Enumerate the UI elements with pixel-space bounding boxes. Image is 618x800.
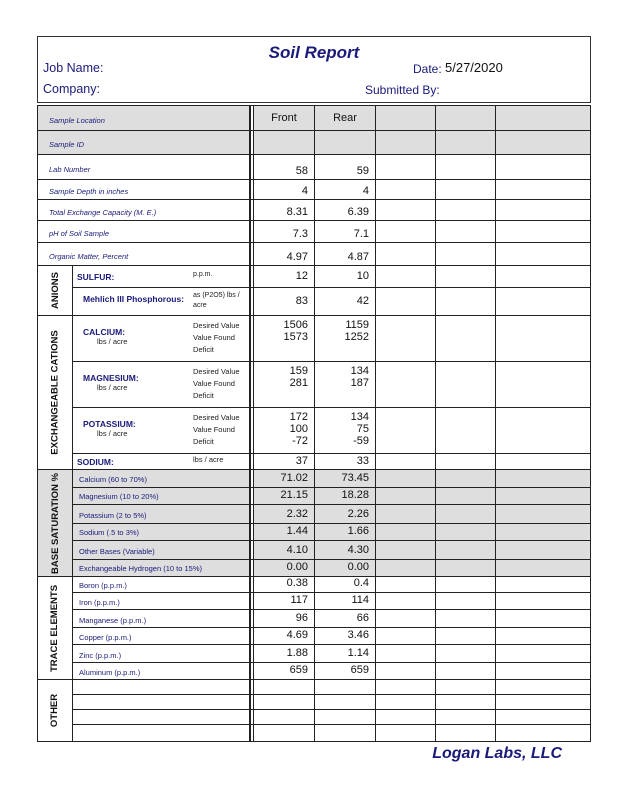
other-row-front-cell: [254, 725, 315, 742]
sodium-units: lbs / acre: [193, 455, 224, 464]
trace-element-row-rear-cell: [315, 645, 376, 663]
sodium-row-sample-3-cell: [376, 454, 436, 470]
cation-row-sample-3-cell: [376, 362, 436, 408]
trace-element-row-sample-3-cell: [376, 610, 436, 628]
other-row-sample-4-cell: [436, 725, 496, 742]
trace-element-row-sample-5-cell: [496, 628, 591, 645]
other-row-rear-cell: [315, 725, 376, 742]
other-row-front-cell: [254, 710, 315, 725]
section-label-text: BASE SATURATION %: [49, 472, 61, 574]
other-row-front-cell: [254, 695, 315, 710]
row-label: Calcium (60 to 70%): [79, 475, 147, 484]
trace-element-row-front-cell: [254, 628, 315, 645]
front-value: 100: [289, 423, 308, 435]
other-row-rear-cell: [315, 710, 376, 725]
cation-measure-label: Value Found: [193, 333, 235, 342]
rear-value: 75: [356, 423, 369, 435]
trace-element-row-sample-3-cell: [376, 593, 436, 610]
front-value: 4.69: [286, 629, 308, 641]
general-row-sample-5-cell: [496, 180, 591, 200]
report-header: [37, 36, 591, 103]
general-row-rear-cell: [315, 106, 376, 131]
general-row-label-cell: [37, 180, 250, 200]
row-label: Other Bases (Variable): [79, 547, 155, 556]
base-saturation-row-rear-cell: [315, 541, 376, 560]
cation-row-sample-3-cell: [376, 408, 436, 454]
general-row-sample-3-cell: [376, 221, 436, 243]
rear-value: 114: [351, 594, 369, 606]
other-row-sample-3-cell: [376, 695, 436, 710]
report-title: Soil Report: [268, 43, 360, 62]
cation-measure-label: Desired Value: [193, 321, 240, 330]
row-label: Potassium (2 to 5%): [79, 511, 147, 520]
section-label-anions: [37, 266, 73, 316]
rear-value: 0.4: [353, 577, 369, 589]
rear-value: -59: [353, 435, 369, 447]
other-row-sample-4-cell: [436, 710, 496, 725]
base-saturation-row-sample-5-cell: [496, 488, 591, 505]
other-row-sample-4-cell: [436, 680, 496, 695]
anion-name: Mehlich III Phosphorous:: [83, 294, 185, 304]
base-saturation-row-front-cell: [254, 488, 315, 505]
rear-value: 1159: [345, 319, 369, 331]
anion-row-front-cell: [254, 288, 315, 316]
cation-name: POTASSIUM:: [83, 419, 136, 429]
front-value: 117: [290, 594, 308, 606]
front-value: 172: [289, 411, 308, 423]
row-label: Sodium (.5 to 3%): [79, 528, 140, 537]
anion-row-rear-cell: [315, 288, 376, 316]
front-value: 4: [301, 185, 308, 197]
general-row-sample-4-cell: [436, 131, 496, 155]
cation-row-rear-cell: [315, 362, 376, 408]
cation-name: MAGNESIUM:: [83, 373, 139, 383]
row-label: Sample Depth in inches: [49, 187, 129, 196]
base-saturation-row-sample-5-cell: [496, 524, 591, 541]
other-row-label-cell: [73, 695, 250, 710]
anion-row-sample-5-cell: [496, 266, 591, 288]
trace-element-row-rear-cell: [315, 628, 376, 645]
trace-element-row-sample-4-cell: [436, 593, 496, 610]
general-row-sample-3-cell: [376, 243, 436, 266]
front-value: 1.88: [286, 647, 308, 659]
trace-element-row-sample-3-cell: [376, 663, 436, 680]
general-row-front-cell: [254, 200, 315, 221]
row-label: Sample Location: [49, 115, 105, 125]
row-label: Exchangeable Hydrogen (10 to 15%): [79, 564, 202, 573]
front-value: 1.44: [286, 525, 308, 537]
row-label: Iron (p.p.m.): [79, 598, 120, 607]
rear-value: 0.00: [347, 561, 369, 573]
front-value: 159: [289, 365, 308, 377]
general-row-sample-5-cell: [496, 221, 591, 243]
front-value: 0.00: [286, 561, 308, 573]
cation-measure-label: Deficit: [193, 391, 214, 400]
section-label-text: OTHER: [49, 693, 61, 728]
section-label-text: TRACE ELEMENTS: [49, 584, 61, 672]
trace-element-row-sample-4-cell: [436, 663, 496, 680]
general-row-label-cell: [37, 106, 250, 131]
rear-value: 1.66: [347, 525, 369, 537]
trace-element-row-front-cell: [254, 663, 315, 680]
front-value: 1506: [283, 319, 308, 331]
base-saturation-row-sample-3-cell: [376, 541, 436, 560]
submitted-by-label: Submitted By:: [365, 83, 440, 97]
row-label: Sample ID: [49, 140, 85, 149]
base-saturation-row-sample-4-cell: [436, 541, 496, 560]
front-value: 83: [295, 295, 308, 307]
rear-value: 33: [356, 455, 369, 467]
front-value: 8.31: [286, 206, 308, 218]
row-label: Organic Matter, Percent: [49, 251, 129, 261]
general-row-sample-4-cell: [436, 180, 496, 200]
rear-value: 659: [350, 664, 369, 676]
anion-row-sample-5-cell: [496, 288, 591, 316]
row-label: Aluminum (p.p.m.): [79, 668, 141, 677]
base-saturation-row-sample-4-cell: [436, 488, 496, 505]
base-saturation-row-sample-3-cell: [376, 470, 436, 488]
rear-value: 4.87: [347, 251, 369, 263]
front-value: 4.97: [286, 251, 308, 263]
trace-element-row-front-cell: [254, 593, 315, 610]
cation-row-label-cell: [73, 408, 250, 454]
cation-measure-label: Desired Value: [193, 413, 240, 422]
front-value: 12: [295, 270, 308, 282]
sodium-row-sample-5-cell: [496, 454, 591, 470]
cation-measure-label: Deficit: [193, 345, 214, 354]
other-row-rear-cell: [315, 680, 376, 695]
base-saturation-row-rear-cell: [315, 470, 376, 488]
anion-row-front-cell: [254, 266, 315, 288]
base-saturation-row-sample-3-cell: [376, 488, 436, 505]
company-label: Company:: [43, 82, 100, 96]
trace-element-row-sample-4-cell: [436, 645, 496, 663]
general-row-front-cell: [254, 243, 315, 266]
trace-element-row-label-cell: [73, 593, 250, 610]
front-value: 1573: [283, 331, 308, 343]
cation-row-rear-cell: [315, 316, 376, 362]
general-row-rear-cell: [315, 221, 376, 243]
general-row-sample-5-cell: [496, 243, 591, 266]
row-label: Manganese (p.p.m.): [79, 616, 147, 625]
cation-units: lbs / acre: [97, 383, 128, 392]
cation-row-sample-5-cell: [496, 316, 591, 362]
general-row-front-cell: [254, 221, 315, 243]
base-saturation-row-label-cell: [73, 541, 250, 560]
rear-value: 6.39: [347, 206, 369, 218]
general-row-sample-5-cell: [496, 155, 591, 180]
trace-element-row-rear-cell: [315, 593, 376, 610]
rear-value: 1.14: [347, 647, 369, 659]
trace-element-row-sample-5-cell: [496, 610, 591, 628]
front-value: 21.15: [280, 489, 308, 501]
rear-value: 10: [356, 270, 369, 282]
base-saturation-row-rear-cell: [315, 524, 376, 541]
date-value: 5/27/2020: [445, 60, 503, 75]
trace-element-row-label-cell: [73, 610, 250, 628]
section-label-text: ANIONS: [49, 272, 61, 309]
base-saturation-row-front-cell: [254, 505, 315, 524]
cation-row-sample-4-cell: [436, 408, 496, 454]
trace-element-row-sample-5-cell: [496, 577, 591, 593]
other-row-sample-5-cell: [496, 695, 591, 710]
sodium-row-front-cell: [254, 454, 315, 470]
base-saturation-row-sample-4-cell: [436, 505, 496, 524]
base-saturation-row-label-cell: [73, 488, 250, 505]
general-row-front-cell: [254, 106, 315, 131]
trace-element-row-sample-5-cell: [496, 663, 591, 680]
section-label-text: EXCHANGEABLE CATIONS: [49, 330, 61, 455]
other-row-sample-5-cell: [496, 680, 591, 695]
rear-value: 1252: [344, 331, 369, 343]
job-name-label: Job Name:: [43, 61, 104, 75]
trace-element-row-sample-3-cell: [376, 645, 436, 663]
anion-row-sample-3-cell: [376, 266, 436, 288]
base-saturation-row-sample-5-cell: [496, 505, 591, 524]
rear-value: 3.46: [347, 629, 369, 641]
general-row-sample-4-cell: [436, 106, 496, 131]
front-value: 37: [295, 455, 308, 467]
base-saturation-row-sample-4-cell: [436, 524, 496, 541]
lab-name: Logan Labs, LLC: [432, 745, 562, 762]
trace-element-row-sample-5-cell: [496, 645, 591, 663]
front-value: -72: [292, 435, 308, 447]
sodium-row-rear-cell: [315, 454, 376, 470]
general-row-label-cell: [37, 243, 250, 266]
cation-row-sample-5-cell: [496, 408, 591, 454]
rear-value: 4.30: [347, 544, 369, 556]
general-row-sample-4-cell: [436, 155, 496, 180]
anion-units: as (P2O5) lbs / acre: [193, 292, 240, 309]
other-row-sample-3-cell: [376, 710, 436, 725]
cation-row-front-cell: [254, 316, 315, 362]
rear-value: 66: [356, 612, 369, 624]
trace-element-row-label-cell: [73, 663, 250, 680]
base-saturation-row-sample-4-cell: [436, 560, 496, 577]
front-value: 71.02: [280, 472, 308, 484]
row-label: Zinc (p.p.m.): [79, 651, 122, 660]
cation-row-label-cell: [73, 316, 250, 362]
cation-row-sample-4-cell: [436, 362, 496, 408]
cation-measure-label: Value Found: [193, 379, 235, 388]
row-label: Copper (p.p.m.): [79, 633, 132, 642]
section-label-trace: [37, 577, 73, 680]
row-label: Lab Number: [49, 164, 91, 174]
anion-name: SULFUR:: [77, 272, 115, 282]
cation-row-sample-5-cell: [496, 362, 591, 408]
general-row-rear-cell: [315, 200, 376, 221]
cation-row-sample-3-cell: [376, 316, 436, 362]
cation-row-sample-4-cell: [436, 316, 496, 362]
base-saturation-row-front-cell: [254, 524, 315, 541]
trace-element-row-front-cell: [254, 610, 315, 628]
rear-value: 73.45: [341, 472, 369, 484]
general-row-label-cell: [37, 131, 250, 155]
base-saturation-row-label-cell: [73, 470, 250, 488]
base-saturation-row-label-cell: [73, 560, 250, 577]
trace-element-row-label-cell: [73, 628, 250, 645]
anion-row-sample-4-cell: [436, 288, 496, 316]
general-row-sample-4-cell: [436, 200, 496, 221]
base-saturation-row-sample-3-cell: [376, 524, 436, 541]
trace-element-row-label-cell: [73, 645, 250, 663]
front-value: 96: [295, 612, 308, 624]
front-value: 659: [289, 664, 308, 676]
trace-element-row-sample-4-cell: [436, 628, 496, 645]
general-row-sample-5-cell: [496, 200, 591, 221]
general-row-label-cell: [37, 155, 250, 180]
general-row-sample-4-cell: [436, 243, 496, 266]
front-value: 281: [289, 377, 308, 389]
anion-row-rear-cell: [315, 266, 376, 288]
trace-element-row-label-cell: [73, 577, 250, 593]
general-row-sample-4-cell: [436, 221, 496, 243]
other-row-sample-3-cell: [376, 725, 436, 742]
base-saturation-row-rear-cell: [315, 488, 376, 505]
base-saturation-row-front-cell: [254, 470, 315, 488]
rear-value: 134: [350, 365, 369, 377]
trace-element-row-sample-3-cell: [376, 628, 436, 645]
trace-element-row-sample-4-cell: [436, 610, 496, 628]
trace-element-row-sample-3-cell: [376, 577, 436, 593]
base-saturation-row-front-cell: [254, 541, 315, 560]
other-row-sample-3-cell: [376, 680, 436, 695]
trace-element-row-front-cell: [254, 645, 315, 663]
front-value: 4.10: [286, 544, 308, 556]
base-saturation-row-rear-cell: [315, 505, 376, 524]
general-row-label-cell: [37, 200, 250, 221]
sodium-row-label-cell: [73, 454, 250, 470]
section-label-cations: [37, 316, 73, 470]
sodium-name: SODIUM:: [77, 457, 114, 467]
general-row-front-cell: [254, 155, 315, 180]
anion-row-sample-4-cell: [436, 266, 496, 288]
base-saturation-row-sample-3-cell: [376, 560, 436, 577]
rear-value: 187: [350, 377, 369, 389]
base-saturation-row-sample-5-cell: [496, 560, 591, 577]
cation-name: CALCIUM:: [83, 327, 126, 337]
base-saturation-row-sample-5-cell: [496, 541, 591, 560]
trace-element-row-rear-cell: [315, 663, 376, 680]
cation-units: lbs / acre: [97, 337, 128, 346]
general-row-sample-3-cell: [376, 106, 436, 131]
base-saturation-row-sample-3-cell: [376, 505, 436, 524]
general-row-sample-3-cell: [376, 180, 436, 200]
anion-row-sample-3-cell: [376, 288, 436, 316]
other-row-sample-5-cell: [496, 710, 591, 725]
cation-measure-label: Deficit: [193, 437, 214, 446]
row-label: Boron (p.p.m.): [79, 581, 127, 590]
front-value: 0.38: [286, 577, 308, 589]
other-row-label-cell: [73, 710, 250, 725]
rear-value: 134: [350, 411, 369, 423]
cation-row-rear-cell: [315, 408, 376, 454]
anion-row-label-cell: [73, 288, 250, 316]
row-label: Magnesium (10 to 20%): [79, 492, 159, 501]
front-value: 7.3: [292, 228, 308, 240]
base-saturation-row-rear-cell: [315, 560, 376, 577]
rear-value: 4: [362, 185, 369, 197]
front-value: 2.32: [286, 508, 308, 520]
front-value: 58: [295, 165, 308, 177]
row-label: pH of Soil Sample: [49, 229, 110, 238]
general-row-rear-cell: [315, 180, 376, 200]
base-saturation-row-sample-5-cell: [496, 470, 591, 488]
general-row-sample-3-cell: [376, 131, 436, 155]
row-label: Total Exchange Capacity (M. E.): [49, 207, 157, 217]
sodium-row-sample-4-cell: [436, 454, 496, 470]
cation-row-front-cell: [254, 362, 315, 408]
cation-row-front-cell: [254, 408, 315, 454]
general-row-sample-3-cell: [376, 200, 436, 221]
general-row-rear-cell: [315, 243, 376, 266]
rear-value: 42: [356, 295, 369, 307]
date-label: Date:: [413, 62, 442, 76]
general-row-sample-5-cell: [496, 106, 591, 131]
cation-row-label-cell: [73, 362, 250, 408]
other-row-front-cell: [254, 680, 315, 695]
section-label-base_saturation: [37, 470, 73, 577]
cation-measure-label: Value Found: [193, 425, 235, 434]
anion-row-label-cell: [73, 266, 250, 288]
anion-units: p.p.m.: [193, 271, 213, 278]
trace-element-row-rear-cell: [315, 610, 376, 628]
general-row-rear-cell: [315, 131, 376, 155]
base-saturation-row-front-cell: [254, 560, 315, 577]
rear-value: 7.1: [353, 228, 369, 240]
general-row-label-cell: [37, 221, 250, 243]
cation-measure-label: Desired Value: [193, 367, 240, 376]
trace-element-row-rear-cell: [315, 577, 376, 593]
general-row-front-cell: [254, 180, 315, 200]
other-row-sample-5-cell: [496, 725, 591, 742]
base-saturation-row-label-cell: [73, 505, 250, 524]
rear-value: 59: [356, 165, 369, 177]
other-row-sample-4-cell: [436, 695, 496, 710]
rear-value: Rear: [333, 111, 357, 124]
trace-element-row-front-cell: [254, 577, 315, 593]
section-label-other: [37, 680, 73, 742]
trace-element-row-sample-5-cell: [496, 593, 591, 610]
base-saturation-row-label-cell: [73, 524, 250, 541]
cation-units: lbs / acre: [97, 429, 128, 438]
general-row-front-cell: [254, 131, 315, 155]
general-row-sample-5-cell: [496, 131, 591, 155]
general-row-rear-cell: [315, 155, 376, 180]
general-row-sample-3-cell: [376, 155, 436, 180]
front-value: Front: [271, 111, 297, 124]
other-row-rear-cell: [315, 695, 376, 710]
trace-element-row-sample-4-cell: [436, 577, 496, 593]
rear-value: 2.26: [347, 508, 369, 520]
other-row-label-cell: [73, 725, 250, 742]
base-saturation-row-sample-4-cell: [436, 470, 496, 488]
rear-value: 18.28: [341, 489, 369, 501]
other-row-label-cell: [73, 680, 250, 695]
